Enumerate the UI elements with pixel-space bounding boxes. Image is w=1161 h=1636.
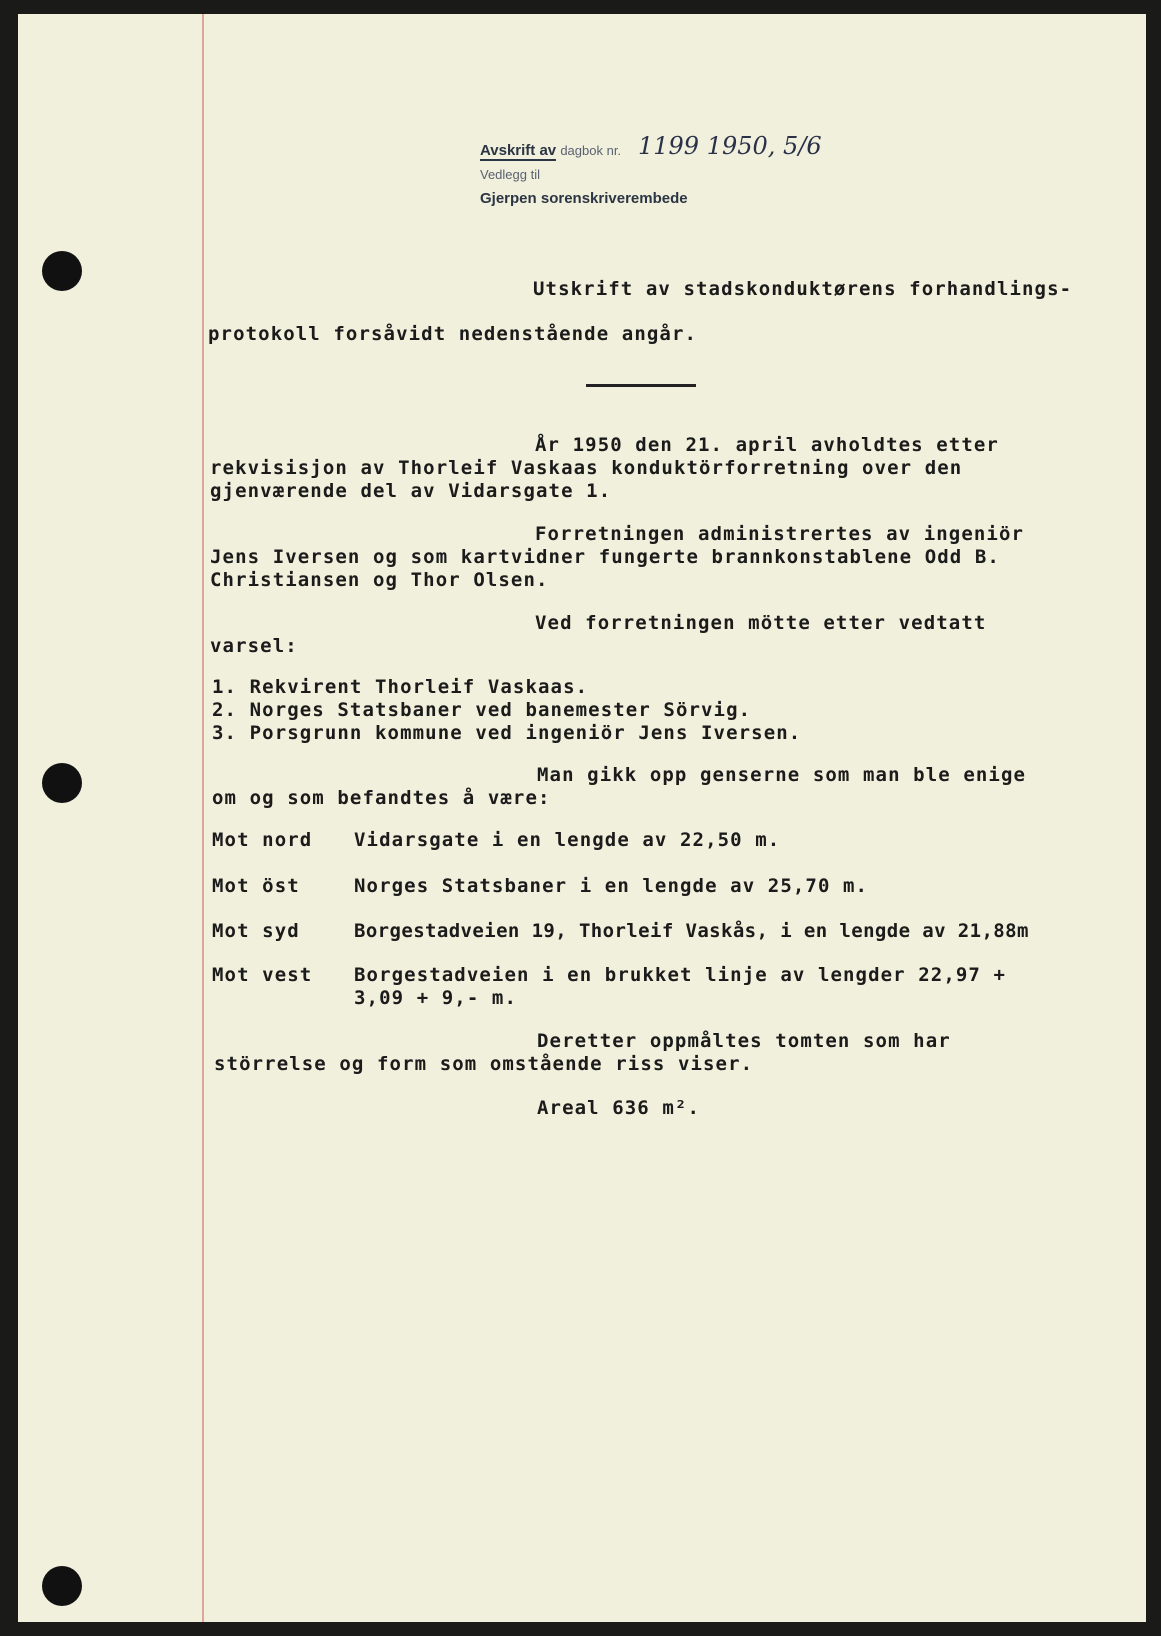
separator-rule [586, 384, 696, 387]
para2-line-1: Forretningen administrertes av ingeniör [535, 523, 1025, 545]
punch-hole-middle [42, 763, 82, 803]
para3-line-2: varsel: [210, 635, 298, 657]
boundary-continuation: 3,09 + 9,- m. [354, 987, 518, 1009]
list-item: 2. Norges Statsbaner ved banemester Sörvig. [212, 699, 752, 721]
stamp-label: Avskrift av [480, 142, 557, 159]
margin-line [202, 14, 204, 1622]
punch-hole-bottom [42, 1566, 82, 1606]
para5-line-2: störrelse og form som omstående riss viser. [214, 1053, 754, 1075]
archive-stamp [480, 132, 840, 242]
para4-line-1: Man gikk opp genserne som man ble enige [537, 764, 1027, 786]
boundary-label: Mot nord [212, 829, 313, 851]
heading-line-1: Utskrift av stadskonduktørens forhandlings- [533, 278, 1073, 300]
stamp-office-name: Gjerpen sorenskriverembede [480, 190, 688, 207]
boundary-text: Vidarsgate i en lengde av 22,50 m. [354, 829, 781, 851]
para1-line-1: År 1950 den 21. april avholdtes etter [535, 434, 999, 456]
list-item: 3. Porsgrunn kommune ved ingeniör Jens Iversen. [212, 722, 802, 744]
para1-line-3: gjenværende del av Vidarsgate 1. [210, 480, 612, 502]
handwritten-reference: 1199 1950, 5/6 [638, 132, 822, 160]
boundary-text: Borgestadveien 19, Thorleif Vaskås, i en lengde av 21,88m [354, 920, 1029, 942]
stamp-small-label: dagbok nr. [560, 143, 622, 158]
list-item: 1. Rekvirent Thorleif Vaskaas. [212, 676, 589, 698]
para5-line-1: Deretter oppmåltes tomten som har [537, 1030, 951, 1052]
para2-line-3: Christiansen og Thor Olsen. [210, 569, 549, 591]
stamp-attachment-line: Vedlegg til [480, 167, 540, 182]
para3-line-1: Ved forretningen mötte etter vedtatt [535, 612, 987, 634]
punch-hole-top [42, 251, 82, 291]
boundary-text: Borgestadveien i en brukket linje av lengder 22,97 + [354, 964, 1007, 986]
heading-line-2: protokoll forsåvidt nedenstående angår. [208, 323, 698, 345]
area-line: Areal 636 m². [537, 1097, 701, 1119]
boundary-label: Mot vest [212, 964, 313, 986]
boundary-label: Mot öst [212, 875, 300, 897]
boundary-label: Mot syd [212, 920, 300, 942]
document-page [18, 14, 1146, 1622]
para2-line-2: Jens Iversen og som kartvidner fungerte brannkonstablene Odd B. [210, 546, 1000, 568]
para4-line-2: om og som befandtes å være: [212, 787, 551, 809]
para1-line-2: rekvisisjon av Thorleif Vaskaas konduktörforretning over den [210, 457, 963, 479]
boundary-text: Norges Statsbaner i en lengde av 25,70 m. [354, 875, 869, 897]
